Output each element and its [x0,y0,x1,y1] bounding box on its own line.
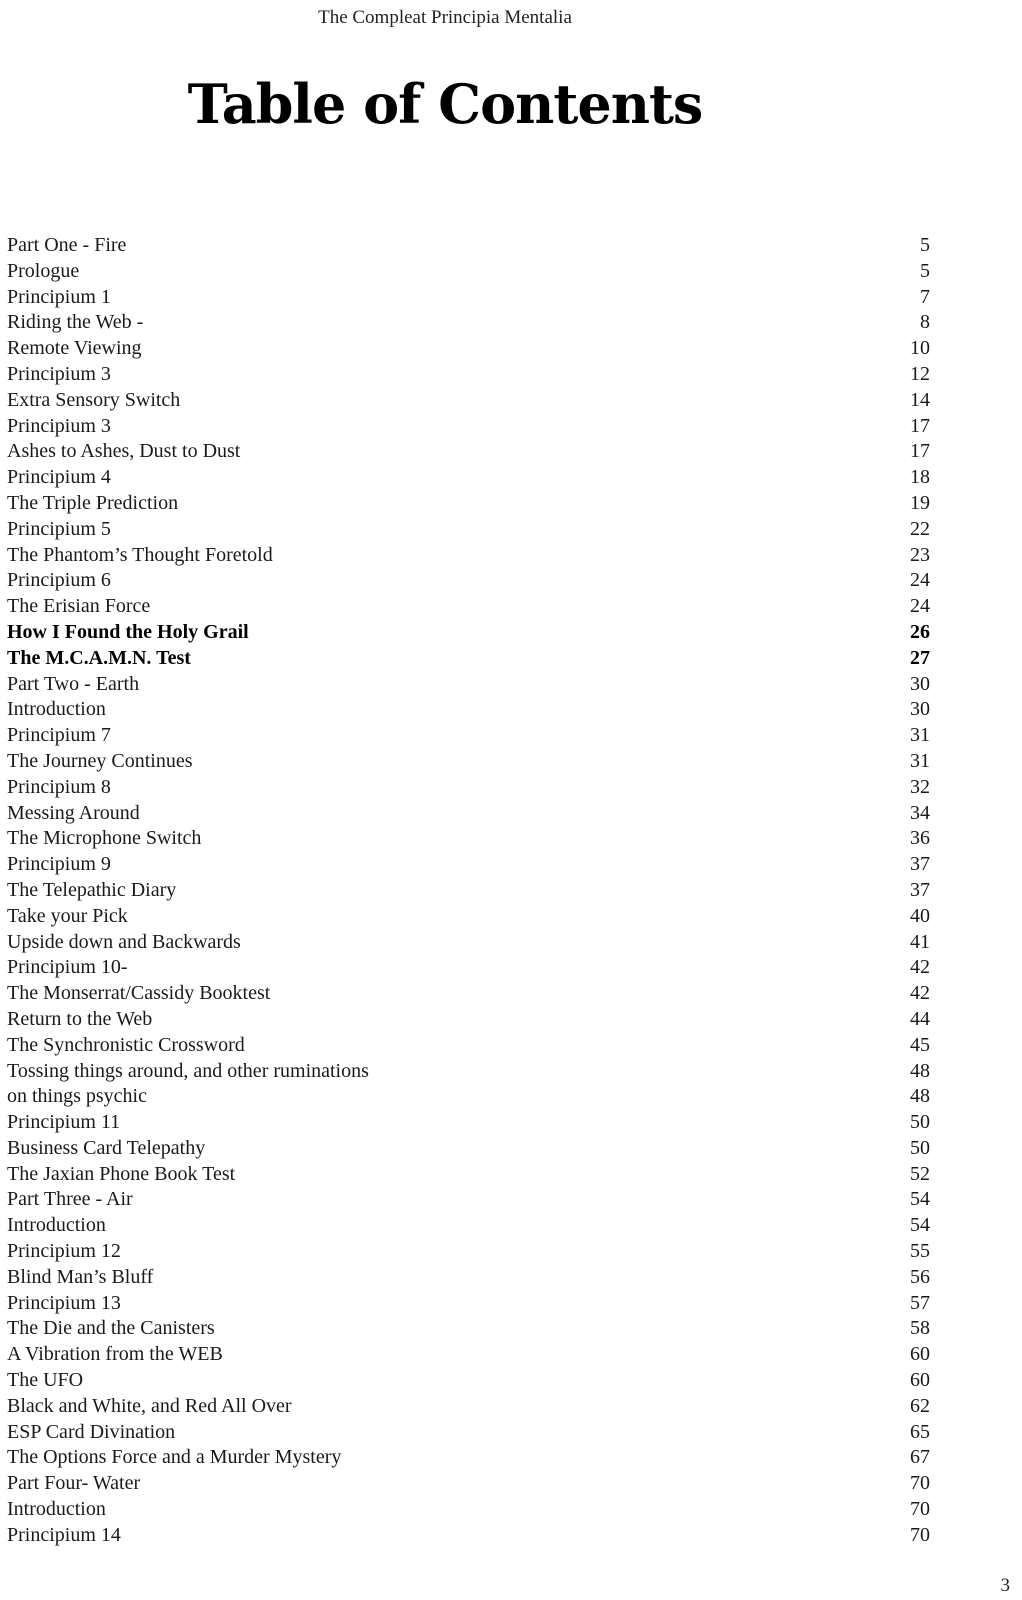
toc-entry-page: 60 [910,1343,930,1366]
toc-entry-page: 62 [910,1394,930,1417]
toc-entry-title: The Monserrat/Cassidy Booktest [7,982,271,1005]
toc-entry [7,1523,930,1549]
toc-entry-title: Principium 4 [7,466,111,489]
toc-entry [7,1239,930,1265]
toc-entry-title: Remote Viewing [7,337,142,360]
toc-entry-title: Principium 13 [7,1291,121,1314]
toc-entry-page: 24 [910,569,930,592]
toc-entry-page: 17 [910,414,930,437]
toc-entry-title: Return to the Web [7,1007,153,1030]
toc-entry [7,1291,930,1317]
toc-entry [7,1084,930,1110]
toc-entry-title: How I Found the Holy Grail [7,620,249,643]
toc-entry-page: 24 [910,595,930,618]
toc-entry-page: 30 [910,672,930,695]
toc-entry [7,1033,930,1059]
toc-entry [7,1394,930,1420]
toc-entry-title: Principium 8 [7,775,111,798]
toc-entry [7,1471,930,1497]
toc-entry [7,1265,930,1291]
toc-entry [7,801,930,827]
toc-entry-title: Principium 3 [7,362,111,385]
toc-entry [7,981,930,1007]
toc-entry [7,362,930,388]
toc-entry-title: Principium 1 [7,285,111,308]
toc-entry-page: 37 [910,853,930,876]
toc-entry [7,465,930,491]
toc-entry [7,1059,930,1085]
toc-entry-title: Introduction [7,698,106,721]
toc-entry-title: The Journey Continues [7,749,193,772]
toc-entry-title: The M.C.A.M.N. Test [7,646,191,669]
toc-entry-title: Take your Pick [7,904,128,927]
toc-entry-title: Introduction [7,1498,106,1521]
toc-entry-title: The Synchronistic Crossword [7,1033,245,1056]
page-number: 3 [1000,1575,1010,1596]
toc-entry-title: Riding the Web - [7,311,144,334]
toc-entry [7,285,930,311]
toc-entry [7,955,930,981]
toc-entry-title: Tossing things around, and other ruminations [7,1059,369,1082]
toc-entry-page: 70 [910,1523,930,1546]
toc-entry-title: Principium 11 [7,1111,121,1134]
toc-entry-page: 8 [920,311,930,334]
toc-entry [7,1162,930,1188]
toc-entry [7,1497,930,1523]
toc-entry-page: 50 [910,1136,930,1159]
toc-entry-title: Ashes to Ashes, Dust to Dust [7,440,241,463]
toc-entry [7,1007,930,1033]
toc-entry [7,749,930,775]
toc-entry-page: 41 [910,930,930,953]
toc-entry-title: Principium 10- [7,956,128,979]
toc-entry-page: 42 [910,982,930,1005]
toc-entry-title: Part Two - Earth [7,672,140,695]
toc-entry-page: 26 [910,620,930,643]
toc-entry-page: 70 [910,1498,930,1521]
toc-entry-page: 45 [910,1033,930,1056]
toc-entry-page: 23 [910,543,930,566]
toc-entry [7,904,930,930]
toc-entry [7,1445,930,1471]
toc-entry-page: 40 [910,904,930,927]
toc-entry-page: 30 [910,698,930,721]
toc-entry-page: 5 [920,234,930,256]
running-header: The Compleat Principia Mentalia [318,7,572,28]
toc-entry-title: Prologue [7,259,80,282]
toc-entry-title: The Microphone Switch [7,827,202,850]
toc-entry [7,826,930,852]
toc-entry-title: Messing Around [7,801,140,824]
toc-entry-title: ESP Card Divination [7,1420,176,1443]
toc-entry [7,439,930,465]
toc-entry-title: The Jaxian Phone Book Test [7,1162,236,1185]
toc-entry-page: 19 [910,491,930,514]
toc-entry-title: The UFO [7,1369,84,1392]
toc-entry [7,336,930,362]
toc-entry [7,1187,930,1213]
toc-entry-page: 36 [910,827,930,850]
toc-entry-page: 54 [910,1214,930,1237]
toc-entry [7,1342,930,1368]
toc-entry-page: 48 [910,1085,930,1108]
toc-entry [7,1420,930,1446]
toc-entry-page: 55 [910,1240,930,1263]
toc-entry [7,620,930,646]
toc-entry-page: 52 [910,1162,930,1185]
toc-entry [7,930,930,956]
toc-entry [7,1213,930,1239]
toc-entry-title: The Phantom’s Thought Foretold [7,543,273,566]
toc-entry-title: Part Four- Water [7,1472,141,1495]
toc-entry-title: Black and White, and Red All Over [7,1394,292,1417]
toc-entry-title: Principium 7 [7,724,111,747]
toc-entry-page: 18 [910,466,930,489]
toc-entry-title: The Die and the Canisters [7,1317,215,1340]
toc-entry-title: Principium 12 [7,1240,121,1263]
toc-entry [7,852,930,878]
toc-entry [7,594,930,620]
toc-entry [7,1136,930,1162]
toc-entry [7,878,930,904]
toc-entry-title: Extra Sensory Switch [7,388,181,411]
toc-entry [7,568,930,594]
toc-entry [7,672,930,698]
toc-entry-page: 7 [920,285,930,308]
toc-entry-title: The Telepathic Diary [7,878,177,901]
toc-entry-page: 22 [910,517,930,540]
toc-entry-title: Principium 9 [7,853,111,876]
toc-entry [7,517,930,543]
toc-entry-page: 70 [910,1472,930,1495]
toc-entry [7,259,930,285]
toc-entry-title: The Triple Prediction [7,491,179,514]
toc-entry-page: 50 [910,1111,930,1134]
toc-entry-title: Principium 5 [7,517,111,540]
toc-entry-page: 17 [910,440,930,463]
toc-entry [7,543,930,569]
toc-entry-title: A Vibration from the WEB [7,1343,223,1366]
toc-entry [7,646,930,672]
toc-entry-page: 44 [910,1007,930,1030]
toc-entry-page: 60 [910,1369,930,1392]
toc-entry [7,775,930,801]
toc-entry [7,1110,930,1136]
toc-entry-page: 14 [910,388,930,411]
toc-entry-page: 57 [910,1291,930,1314]
toc-entry-page: 58 [910,1317,930,1340]
toc-entry-title: Principium 6 [7,569,111,592]
toc-entry-page: 31 [910,724,930,747]
toc-list [7,233,930,1549]
toc-entry-page: 37 [910,878,930,901]
toc-entry-title: on things psychic [7,1085,147,1108]
toc-entry [7,233,930,259]
toc-entry [7,1368,930,1394]
toc-entry [7,723,930,749]
toc-entry [7,388,930,414]
toc-entry [7,310,930,336]
toc-entry-title: Principium 14 [7,1523,121,1546]
toc-entry [7,491,930,517]
toc-entry-page: 54 [910,1188,930,1211]
toc-entry-page: 32 [910,775,930,798]
toc-entry-page: 12 [910,362,930,385]
toc-entry-title: Upside down and Backwards [7,930,241,953]
toc-entry [7,697,930,723]
toc-entry-title: Part One - Fire [7,234,127,256]
toc-entry-title: Part Three - Air [7,1188,133,1211]
toc-entry-page: 56 [910,1265,930,1288]
toc-entry-title: Introduction [7,1214,106,1237]
toc-entry-page: 48 [910,1059,930,1082]
toc-entry [7,414,930,440]
toc-entry-page: 65 [910,1420,930,1443]
toc-entry-page: 67 [910,1446,930,1469]
toc-entry-page: 10 [910,337,930,360]
toc-entry-page: 34 [910,801,930,824]
toc-entry-page: 5 [920,259,930,282]
toc-entry-page: 42 [910,956,930,979]
toc-entry-title: The Options Force and a Murder Mystery [7,1446,342,1469]
toc-entry-title: The Erisian Force [7,595,151,618]
toc-entry-title: Principium 3 [7,414,111,437]
toc-entry-page: 27 [910,646,930,669]
toc-entry [7,1316,930,1342]
toc-entry-page: 31 [910,749,930,772]
page-title: Table of Contents [187,72,703,136]
toc-entry-title: Business Card Telepathy [7,1136,206,1159]
toc-entry-title: Blind Man’s Bluff [7,1265,154,1288]
